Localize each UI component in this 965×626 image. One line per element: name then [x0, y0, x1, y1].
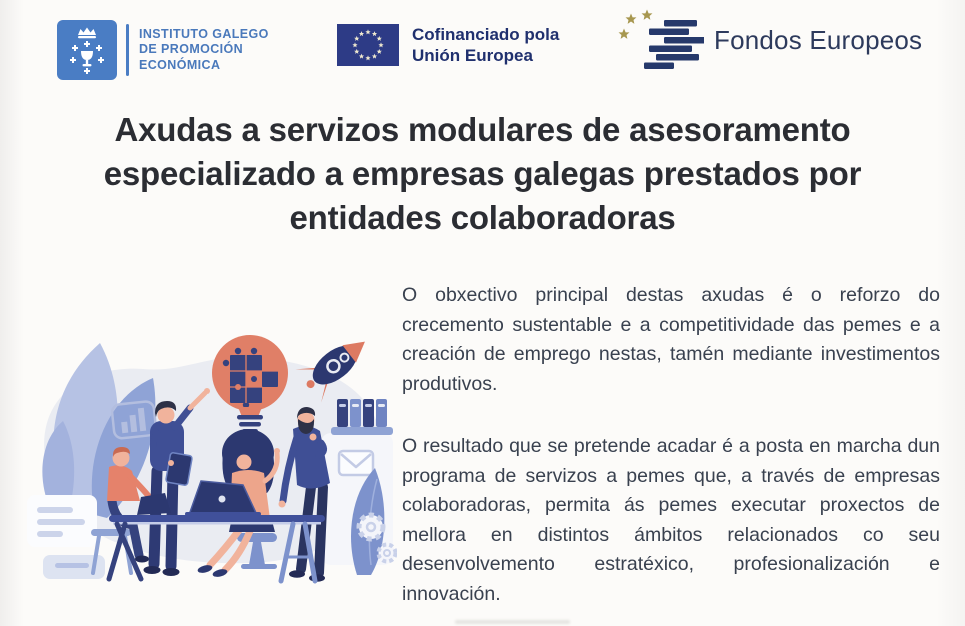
fondos-europeos-flag-icon [616, 8, 704, 72]
eu-cofinance-line2: Unión Europea [412, 46, 533, 65]
page-title-line3: entidades colaboradoras [289, 199, 676, 236]
body-text [402, 281, 940, 609]
paragraph-result: O resultado que se pretende acadar é a posta en marcha dun programa de servizos a pemes que, a través de empresas colaboradoras, permita ás pemes executar proxectos de mellora en distintos ámbitos relacionados co seu desenvolvemento estratéxico, profesionalización e innovación. [402, 435, 940, 605]
igape-name-line3: ECONÓMICA [139, 57, 221, 72]
fondos-europeos-label: Fondos Europeos [714, 24, 923, 55]
page-title-line1: Axudas a servizos modulares de asesoramento [114, 111, 851, 148]
eu-cofinance-line1: Cofinanciado pola [412, 25, 560, 44]
eu-flag-icon [337, 24, 399, 66]
team-collaboration-illustration [25, 303, 397, 595]
scan-artifact [455, 620, 570, 624]
igape-name-line2: DE PROMOCIÓN [139, 42, 244, 57]
paragraph-objective: O obxectivo principal destas axudas é o reforzo do crecemento sustentable e a competitividade das pemes e a creación de emprego nestas, tamén mediante investimentos produtivos. [402, 284, 940, 395]
igape-logo [57, 20, 269, 80]
envelope-icon [339, 451, 373, 475]
eu-cofinance-label [412, 24, 559, 66]
page-title-line2: especializado a empresas galegas prestados por [103, 155, 862, 192]
igape-crown-chalice-icon [57, 20, 117, 80]
igape-name [139, 27, 269, 74]
fondos-europeos-logo [616, 8, 922, 72]
eu-cofinance-logo [337, 24, 559, 66]
igape-name-line1: INSTITUTO GALEGO [139, 26, 269, 41]
page-title [25, 108, 940, 240]
igape-divider [126, 24, 129, 76]
